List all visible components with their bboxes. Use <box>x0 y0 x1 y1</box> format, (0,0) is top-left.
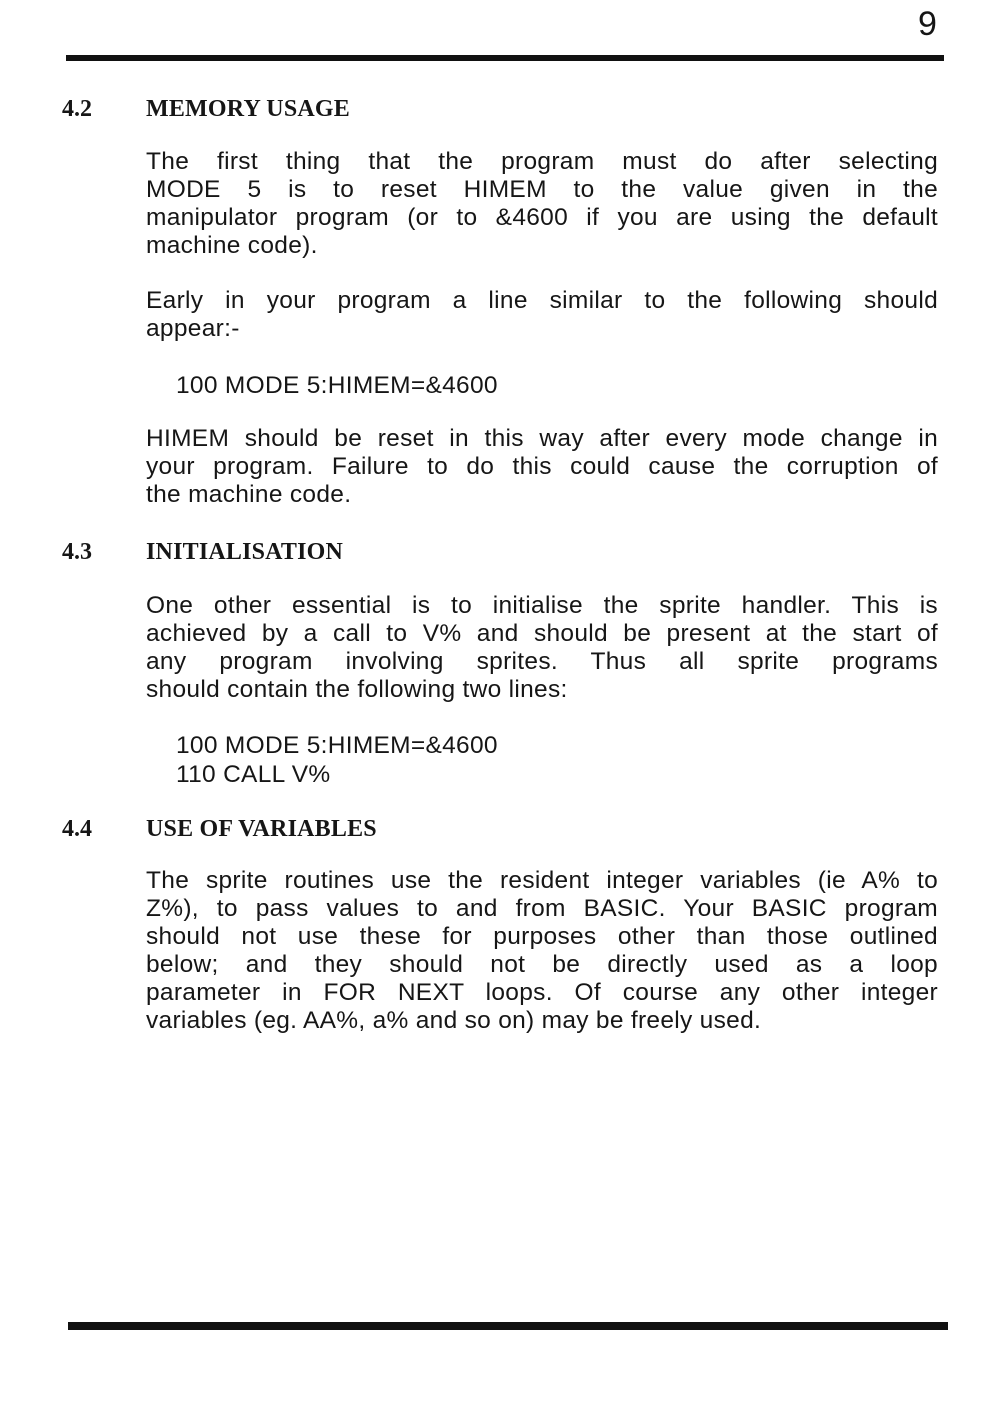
code-block <box>176 371 498 400</box>
text-line: the machine code. <box>146 481 352 508</box>
code-line: 100 MODE 5:HIMEM=&4600 <box>176 372 498 399</box>
text-line: should contain the following two lines: <box>146 676 568 703</box>
paragraph <box>146 287 938 343</box>
code-block <box>176 731 498 789</box>
paragraph <box>146 867 938 1035</box>
code-line: 100 MODE 5:HIMEM=&4600 <box>176 732 498 759</box>
text-line: The sprite routines use the resident integer variables (ie A% to <box>146 867 938 894</box>
text-line: The first thing that the program must do after selecting <box>146 148 938 175</box>
section-title-initialisation: INITIALISATION <box>146 539 344 565</box>
text-line: Early in your program a line similar to the following should <box>146 287 938 314</box>
bottom-rule <box>68 1322 948 1330</box>
text-line: variables (eg. AA%, a% and so on) may be freely used. <box>146 1007 762 1034</box>
text-line: manipulator program (or to &4600 if you are using the default <box>146 204 938 231</box>
code-line: 110 CALL V% <box>176 761 331 788</box>
text-line: below; and they should not be directly used as a loop <box>146 951 938 978</box>
text-line: your program. Failure to do this could cause the corruption of <box>146 453 938 480</box>
text-line: parameter in FOR NEXT loops. Of course any other integer <box>146 979 938 1006</box>
paragraph <box>146 592 938 704</box>
paragraph <box>146 148 938 260</box>
text-line: machine code). <box>146 232 318 259</box>
page-number: 9 <box>918 5 937 43</box>
top-rule <box>66 55 944 61</box>
text-line: appear:- <box>146 315 240 342</box>
text-line: MODE 5 is to reset HIMEM to the value given in the <box>146 176 938 203</box>
text-line: Z%), to pass values to and from BASIC. Your BASIC program <box>146 895 938 922</box>
text-line: any program involving sprites. Thus all sprite programs <box>146 648 938 675</box>
paragraph <box>146 425 938 509</box>
section-number-4-4: 4.4 <box>62 816 92 842</box>
text-line: should not use these for purposes other than those outlined <box>146 923 938 950</box>
text-line: HIMEM should be reset in this way after every mode change in <box>146 425 938 452</box>
section-title-use-of-variables: USE OF VARIABLES <box>146 816 377 842</box>
text-line: achieved by a call to V% and should be present at the start of <box>146 620 938 647</box>
section-number-4-2: 4.2 <box>62 96 92 122</box>
section-number-4-3: 4.3 <box>62 539 92 565</box>
text-line: One other essential is to initialise the sprite handler. This is <box>146 592 938 619</box>
section-title-memory-usage: MEMORY USAGE <box>146 96 350 122</box>
